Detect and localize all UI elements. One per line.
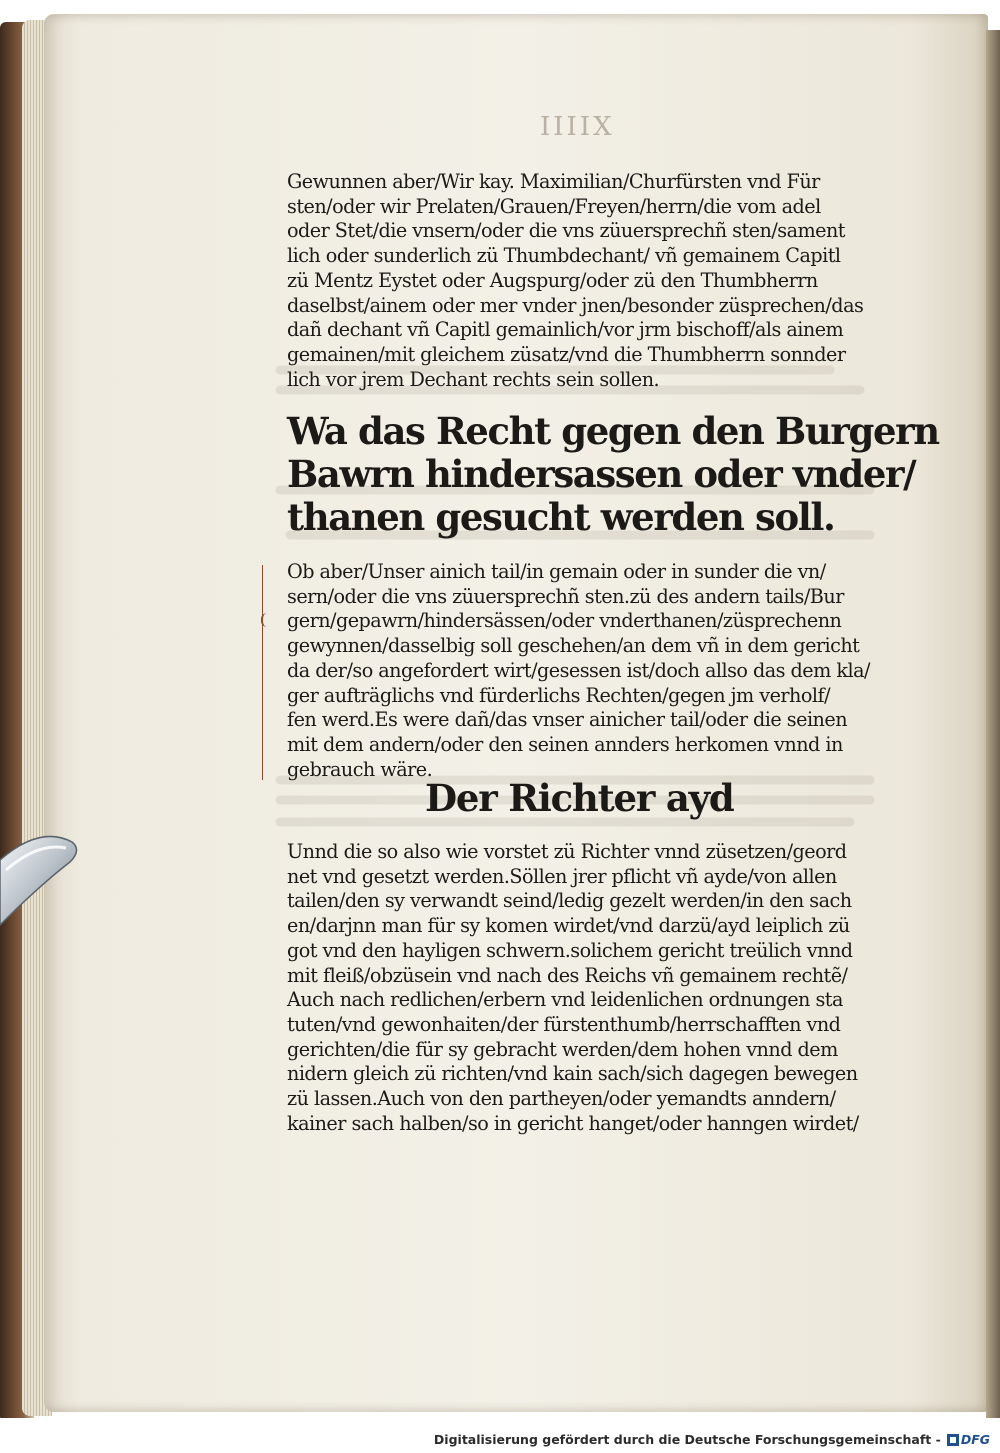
- text-line: zü lassen.Auch von den partheyen/oder yemandts anndern/: [287, 1087, 836, 1111]
- page-right-edge: [986, 30, 1000, 1420]
- text-line: lich oder sunderlich zü Thumbdechant/ vñ gemainem Capitl: [287, 244, 841, 268]
- text-line: zü Mentz Eystet oder Augspurg/oder zü den Thumbherrn: [287, 268, 818, 292]
- paragraph-2: [287, 560, 879, 782]
- text-line: tuten/vnd gewonhaiten/der fürstenthumb/herrschafften vnd: [287, 1012, 841, 1036]
- heading-line: thanen gesucht werden soll.: [287, 495, 835, 539]
- heading-line: Bawrn hindersassen oder vnder/: [287, 452, 916, 496]
- folio-number: IIIIX: [540, 112, 615, 142]
- glass-weight-icon: [0, 830, 80, 935]
- text-line: kainer sach halben/so in gericht hanget/oder hanngen wirdet/: [287, 1111, 859, 1135]
- text-line: en/darjnn man für sy komen wirdet/vnd darzü/ayd leiplich zü: [287, 914, 850, 938]
- heading-line: Wa das Recht gegen den Burgern: [287, 409, 939, 453]
- text-line: daselbst/ainem oder mer vnder jnen/besonder züsprechen/das: [287, 293, 864, 317]
- text-line: lich vor jrem Dechant rechts sein sollen.: [287, 367, 660, 391]
- heading-1: [287, 409, 939, 539]
- text-line: got vnd den hayligen schwern.solichem gericht treülich vnnd: [287, 938, 853, 962]
- footer-text: Digitalisierung gefördert durch die Deutsche Forschungsgemeinschaft -: [433, 1432, 941, 1447]
- text-line: ger aufträglichs vnd fürderlichs Rechten/gegen jm verholf/: [287, 683, 830, 707]
- text-line: nidern gleich zü richten/vnd kain sach/sich dagegen bewegen: [287, 1062, 858, 1086]
- text-line: Gewunnen aber/Wir kay. Maximilian/Churfürsten vnd Für: [287, 170, 820, 193]
- text-line: dañ dechant vñ Capitl gemainlich/vor jrm bischoff/als ainem: [287, 318, 844, 342]
- text-line: sten/oder wir Prelaten/Grauen/Freyen/herrn/die vom adel: [287, 194, 821, 218]
- dfg-logo-text: DFG: [960, 1432, 990, 1447]
- text-line: mit dem andern/oder den seinen annders herkomen vnnd in: [287, 732, 843, 756]
- footer-credit: [434, 1432, 990, 1447]
- text-line: oder Stet/die vnsern/oder die vns züuersprechñ sten/sament: [287, 219, 845, 243]
- text-line: Ob aber/Unser ainich tail/in gemain oder in sunder die vn/: [287, 560, 826, 583]
- dfg-logo: [947, 1432, 990, 1447]
- text-line: mit fleiß/obzüsein vnd nach des Reichs vñ gemainem rechtẽ/: [287, 963, 848, 987]
- text-line: gemainen/mit gleichem züsatz/vnd die Thumbherrn sonnder: [287, 342, 846, 366]
- text-line: gebrauch wäre.: [287, 757, 433, 781]
- text-line: sern/oder die vns züuersprechñ sten.zü des andern tails/Bur: [287, 584, 844, 608]
- heading-2: Der Richter ayd: [425, 776, 734, 820]
- text-line: Unnd die so also wie vorstet zü Richter vnnd züsetzen/geord: [287, 840, 847, 863]
- text-line: gern/gepawrn/hindersässen/oder vnderthanen/züsprechenn: [287, 609, 842, 633]
- dfg-logo-icon: [947, 1434, 959, 1446]
- text-line: gerichten/die für sy gebracht werden/dem hohen vnnd dem: [287, 1037, 838, 1061]
- text-line: fen werd.Es were dañ/das vnser ainicher tail/oder die seinen: [287, 708, 848, 732]
- text-line: tailen/den sy verwandt seind/ledig gezelt werden/in den sach: [287, 889, 852, 913]
- text-line: Auch nach redlichen/erbern vnd leidenlichen ordnungen sta: [287, 988, 843, 1012]
- text-line: net vnd gesetzt werden.Söllen jrer pflicht vñ ayde/von allen: [287, 864, 837, 888]
- paragraph-3: [287, 840, 879, 1136]
- text-line: gewynnen/dasselbig soll geschehen/an dem vñ in dem gericht: [287, 634, 860, 658]
- text-line: da der/so angefordert wirt/gesessen ist/doch allso das dem kla/: [287, 658, 870, 682]
- margin-bracket-mark: [262, 565, 275, 780]
- paragraph-1: [287, 170, 879, 392]
